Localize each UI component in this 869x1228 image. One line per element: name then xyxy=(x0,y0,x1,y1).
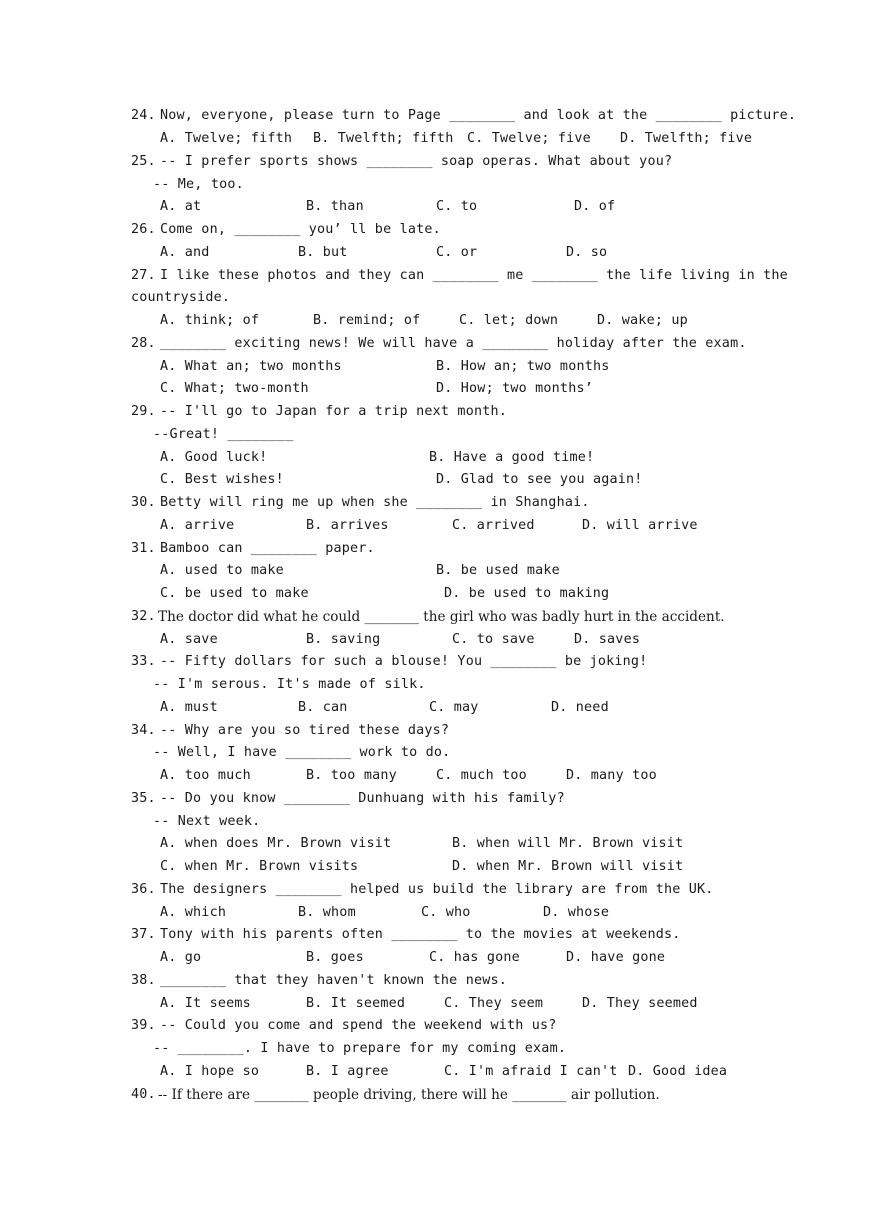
question-number: 40. xyxy=(131,1087,156,1102)
question-stem: Come on, ________ you’ ll be late. xyxy=(160,222,441,237)
question-number: 38. xyxy=(131,973,156,988)
option-c: C. to save xyxy=(452,632,535,647)
option-b: B. when will Mr. Brown visit xyxy=(452,836,684,851)
question-stem: -- Do you know ________ Dunhuang with his family? xyxy=(160,791,565,806)
question-number: 27. xyxy=(131,268,156,283)
option-b: B. I agree xyxy=(306,1064,389,1079)
question-stem-reply: -- Me, too. xyxy=(153,177,244,192)
question-stem: -- Could you come and spend the weekend with us? xyxy=(160,1018,557,1033)
option-c: C. Twelve; five xyxy=(467,131,591,146)
option-d: D. when Mr. Brown will visit xyxy=(452,859,684,874)
option-c: C. has gone xyxy=(429,950,520,965)
question-stem: ________ exciting news! We will have a ________ holiday after the exam. xyxy=(160,336,747,351)
question-number: 35. xyxy=(131,791,156,806)
option-d: D. so xyxy=(566,245,608,260)
option-c: C. to xyxy=(436,199,478,214)
question-number: 28. xyxy=(131,336,156,351)
question-number: 24. xyxy=(131,108,156,123)
option-b: B. whom xyxy=(298,905,356,920)
question-stem-reply: -- Well, I have ________ work to do. xyxy=(153,745,451,760)
option-c: C. I'm afraid I can't xyxy=(444,1064,618,1079)
question-stem-reply: -- Next week. xyxy=(153,814,261,829)
question-stem-continued: countryside. xyxy=(131,290,231,305)
option-c: C. let; down xyxy=(459,313,559,328)
option-a: A. It seems xyxy=(160,996,251,1011)
question-stem: ________ that they haven't known the news. xyxy=(160,973,507,988)
option-a: A. must xyxy=(160,700,218,715)
question-stem-reply: --Great! ________ xyxy=(153,427,294,442)
question-stem-reply: -- ________. I have to prepare for my coming exam. xyxy=(153,1041,567,1056)
option-d: D. be used to making xyxy=(444,586,610,601)
question-number: 34. xyxy=(131,723,156,738)
option-c: C. when Mr. Brown visits xyxy=(160,859,359,874)
option-d: D. How; two months’ xyxy=(436,381,593,396)
option-a: A. I hope so xyxy=(160,1064,260,1079)
question-stem: -- Fifty dollars for such a blouse! You ________ be joking! xyxy=(160,654,648,669)
option-a: A. What an; two months xyxy=(160,359,342,374)
option-d: D. of xyxy=(574,199,616,214)
option-c: C. arrived xyxy=(452,518,535,533)
question-number: 39. xyxy=(131,1018,156,1033)
question-number: 29. xyxy=(131,404,156,419)
question-number: 26. xyxy=(131,222,156,237)
option-b: B. remind; of xyxy=(313,313,421,328)
option-b: B. too many xyxy=(306,768,397,783)
option-d: D. Good idea xyxy=(628,1064,728,1079)
option-b: B. but xyxy=(298,245,348,260)
option-d: D. wake; up xyxy=(597,313,688,328)
option-c: C. Best wishes! xyxy=(160,472,284,487)
option-a: A. arrive xyxy=(160,518,235,533)
question-number: 25. xyxy=(131,154,156,169)
question-number: 33. xyxy=(131,654,156,669)
option-c: C. who xyxy=(421,905,471,920)
option-a: A. think; of xyxy=(160,313,260,328)
question-stem: Tony with his parents often ________ to the movies at weekends. xyxy=(160,927,681,942)
option-a: A. save xyxy=(160,632,218,647)
option-c: C. What; two-month xyxy=(160,381,309,396)
option-d: D. They seemed xyxy=(582,996,698,1011)
option-c: C. They seem xyxy=(444,996,544,1011)
option-d: D. will arrive xyxy=(582,518,698,533)
question-number: 32. xyxy=(131,609,156,624)
option-b: B. It seemed xyxy=(306,996,406,1011)
option-c: C. or xyxy=(436,245,478,260)
option-b: B. How an; two months xyxy=(436,359,610,374)
question-number: 31. xyxy=(131,541,156,556)
option-a: A. and xyxy=(160,245,210,260)
question-number: 30. xyxy=(131,495,156,510)
option-a: A. Twelve; fifth xyxy=(160,131,293,146)
option-a: A. at xyxy=(160,199,202,214)
option-b: B. arrives xyxy=(306,518,389,533)
question-stem: -- Why are you so tired these days? xyxy=(160,723,450,738)
option-a: A. used to make xyxy=(160,563,284,578)
option-a: A. too much xyxy=(160,768,251,783)
option-d: D. whose xyxy=(543,905,610,920)
question-number: 36. xyxy=(131,882,156,897)
option-b: B. Twelfth; fifth xyxy=(313,131,454,146)
option-d: D. have gone xyxy=(566,950,666,965)
option-a: A. when does Mr. Brown visit xyxy=(160,836,392,851)
question-stem: -- I'll go to Japan for a trip next month. xyxy=(160,404,507,419)
question-stem: I like these photos and they can ________ me ________ the life living in the xyxy=(160,268,788,283)
option-d: D. Twelfth; five xyxy=(620,131,753,146)
option-c: C. much too xyxy=(436,768,527,783)
option-c: C. be used to make xyxy=(160,586,309,601)
option-d: D. saves xyxy=(574,632,641,647)
question-stem: Betty will ring me up when she ________ in Shanghai. xyxy=(160,495,590,510)
option-b: B. Have a good time! xyxy=(429,450,595,465)
option-d: D. need xyxy=(551,700,609,715)
option-a: A. Good luck! xyxy=(160,450,268,465)
question-stem: -- If there are ________ people driving, there will he ________ air pollution. xyxy=(158,1087,660,1103)
option-b: B. be used make xyxy=(436,563,560,578)
option-a: A. which xyxy=(160,905,227,920)
option-b: B. than xyxy=(306,199,364,214)
question-number: 37. xyxy=(131,927,156,942)
option-a: A. go xyxy=(160,950,202,965)
option-b: B. can xyxy=(298,700,348,715)
question-stem: The doctor did what he could ________ the girl who was badly hurt in the accident. xyxy=(158,609,725,625)
question-stem-reply: -- I'm serous. It's made of silk. xyxy=(153,677,426,692)
question-stem: Now, everyone, please turn to Page ________ and look at the ________ picture. xyxy=(160,108,797,123)
option-b: B. goes xyxy=(306,950,364,965)
question-stem: -- I prefer sports shows ________ soap operas. What about you? xyxy=(160,154,673,169)
option-b: B. saving xyxy=(306,632,381,647)
question-stem: Bamboo can ________ paper. xyxy=(160,541,375,556)
option-d: D. Glad to see you again! xyxy=(436,472,643,487)
option-c: C. may xyxy=(429,700,479,715)
question-stem: The designers ________ helped us build the library are from the UK. xyxy=(160,882,714,897)
option-d: D. many too xyxy=(566,768,657,783)
